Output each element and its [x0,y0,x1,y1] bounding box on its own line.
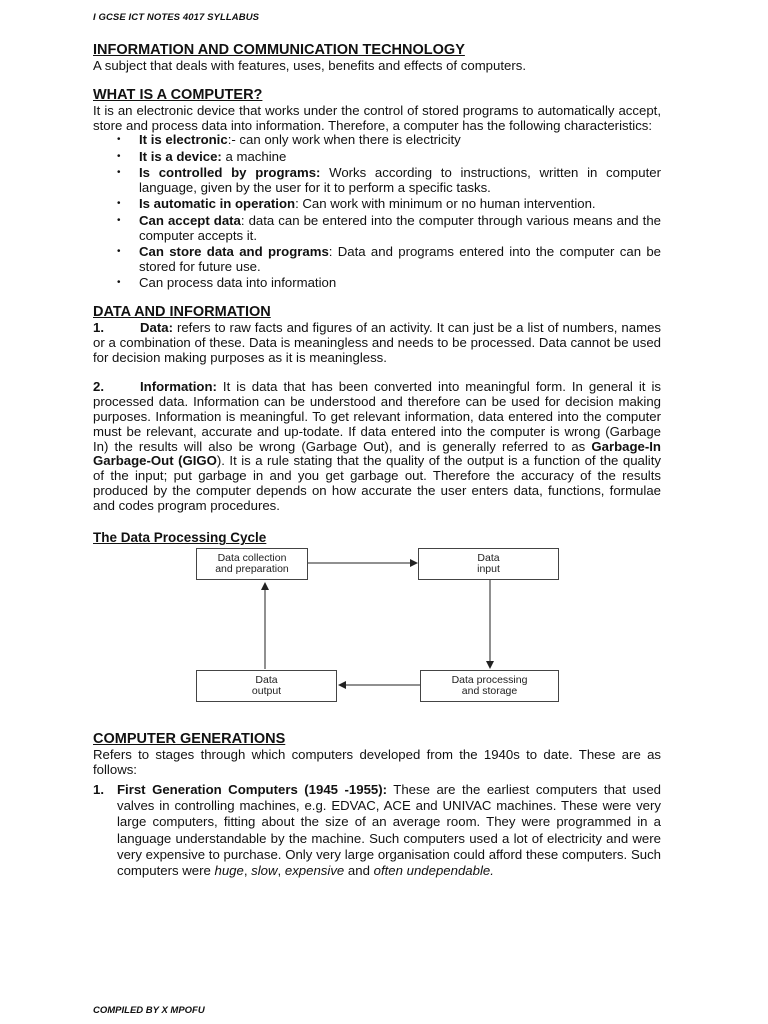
generations-list [93,782,661,879]
box-data-collection: Data collection and preparation [196,548,308,580]
bullet-icon: • [117,134,121,146]
ict-heading: INFORMATION AND COMMUNICATION TECHNOLOGY [93,42,465,58]
list-item: • Can store data and programs: Data and programs entered into the computer can be stored for future use. [117,243,662,274]
document-content [93,42,661,879]
data-definition: 1. Data: refers to raw facts and figures of an activity. It can just be a list of numbers, names or a combination of these. Data is meaningless and needs to be processed. Data cannot be used for decision making purposes as it is meaningless. [93,319,661,365]
data-processing-cycle-diagram [93,545,661,705]
bullet-icon: • [117,277,121,289]
cycle-title: The Data Processing Cycle [93,530,267,546]
bullet-icon: • [117,167,121,179]
box-data-processing: Data processing and storage [420,670,559,702]
computer-heading: WHAT IS A COMPUTER? [93,86,263,103]
computer-intro: It is an electronic device that works under the control of stored programs to automatically accept, store and process data into information. Therefore, a computer has the following characteristics: [93,102,661,133]
characteristics-list [93,133,661,291]
ict-text: A subject that deals with features, uses, benefits and effects of computers. [93,58,526,73]
bullet-icon: • [117,198,121,210]
box-data-input: Data input [418,548,559,580]
list-item: 1. First Generation Computers (1945 -1955): These are the earliest computers that used valves in controlling machines, e.g. EDVAC, ACE and UNIVAC machines. These were very large computers, fitting about the size of an average room. They were programmed in a language understandable by the machine. Such computers used a lot of electricity and were very expensive to purchase. Only very large organisation could afford these computers. Such computers were huge, slow, expensive and often undependable. [93,782,661,879]
list-item: • Can accept data: data can be entered into the computer through various means and the computer accepts it. [117,212,661,243]
bullet-icon: • [117,214,121,226]
page-footer: COMPILED BY X MPOFU [93,1005,205,1016]
list-item: • It is electronic:- can only work when there is electricity [117,132,461,148]
list-item: • Can process data into information [117,275,337,291]
cycle-arrows [93,545,661,705]
data-info-heading: DATA AND INFORMATION [93,303,271,320]
bullet-icon: • [117,245,121,257]
box-data-output: Data output [196,670,337,702]
generations-intro: Refers to stages through which computers developed from the 1940s to date. These are as follows: [93,747,661,778]
list-item: • Is controlled by programs: Works according to instructions, written in computer language, given by the user for it to perform a specific tasks. [117,165,661,195]
page-header: I GCSE ICT NOTES 4017 SYLLABUS [93,12,260,23]
list-item: • Is automatic in operation: Can work with minimum or no human intervention. [117,196,596,212]
list-item: • It is a device: a machine [117,148,287,164]
bullet-icon: • [117,150,121,162]
information-definition: 2. Information: It is data that has been converted into meaningful form. In general it is processed data. Information can be understood and therefore can be used for decision making purposes. Information is meaningful. To get relevant information, data entered into the computer must be relevant, accurate and up-todate. If data entered into the computer is wrong (Garbage In) the results will also be wrong (Garbage Out), and is generally referred to as Garbage-In Garbage-Out (GIGO). It is a rule stating that the quality of the output is a function of the quality of the input; put garbage in and you get garbage out. Therefore the accuracy of the results produced by the computer depends on how accurate the user enters data, functions, formulae and codes program procedures. [93,379,661,513]
generations-heading: COMPUTER GENERATIONS [93,731,286,748]
